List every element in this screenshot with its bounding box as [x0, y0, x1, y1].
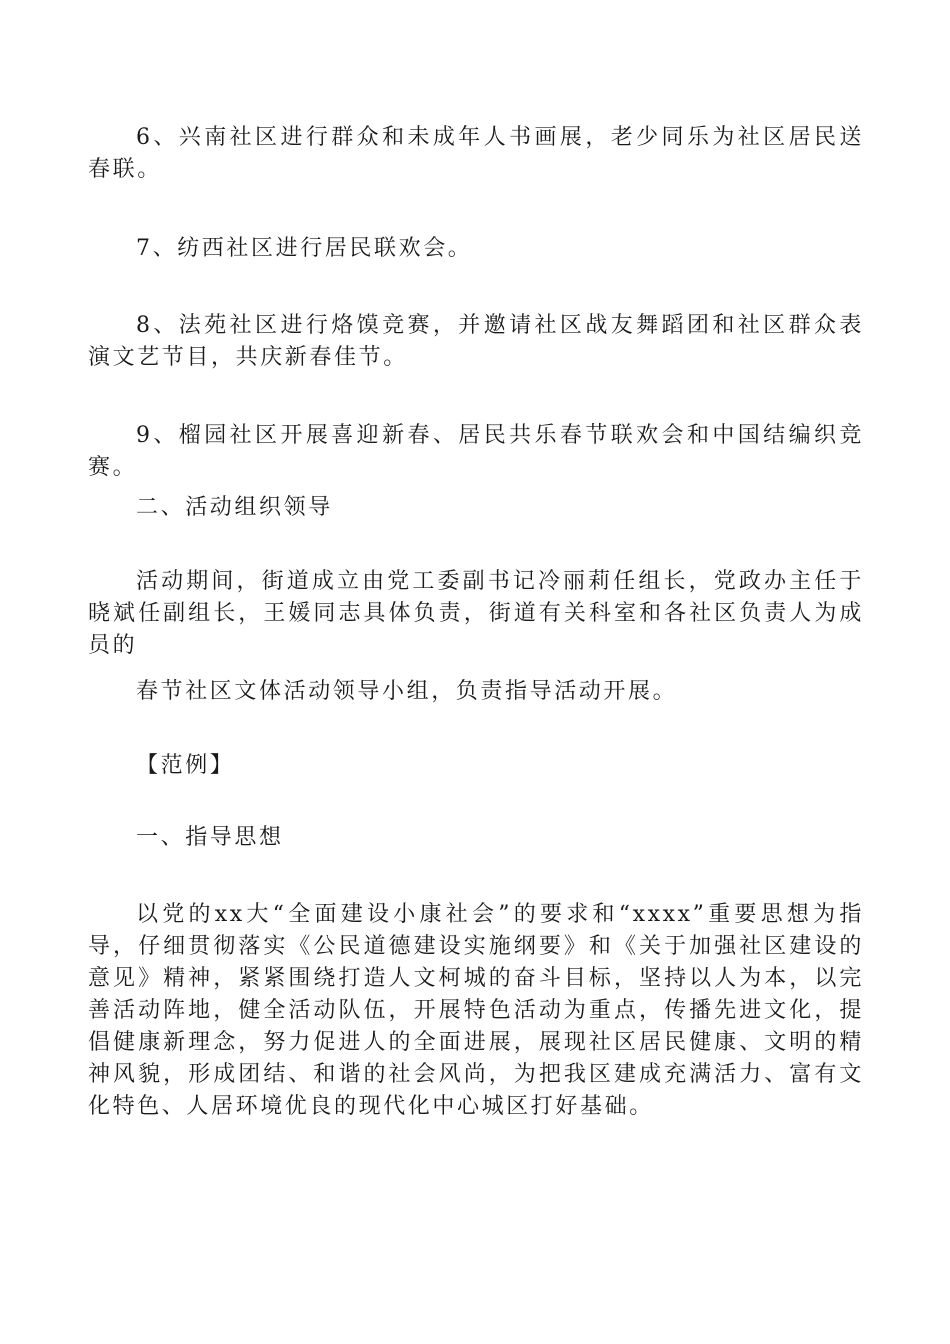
- paragraph-organization: 活动期间，街道成立由党工委副书记冷丽莉任组长，党政办主任于晓斌任副组长，王媛同志具体负责，街道有关科室和各社区负责人为成员的: [88, 569, 864, 658]
- paragraph-organization-continued: 春节社区文体活动领导小组，负责指导活动开展。: [136, 679, 678, 704]
- paragraph-item-8: 8、法苑社区进行烙馍竞赛，并邀请社区战友舞蹈团和社区群众表演文艺节目，共庆新春佳节。: [88, 313, 864, 370]
- section-heading-guiding-ideology: 一、指导思想: [136, 825, 284, 850]
- example-label: 【范例】: [136, 753, 235, 778]
- paragraph-guiding-ideology: 以党的xx大“全面建设小康社会”的要求和“xxxx”重要思想为指导，仔细贯彻落实《公民道德建设实施纲要》和《关于加强社区建设的意见》精神，紧紧围绕打造人文柯城的奋斗目标，坚持以人为本，以完善活动阵地，健全活动队伍，开展特色活动为重点，传播先进文化，提倡健康新理念，努力促进人的全面进展，展现社区居民健康、文明的精神风貌，形成团结、和谐的社会风尚，为把我区建成充满活力、富有文化特色、人居环境优良的现代化中心城区打好基础。: [88, 902, 864, 1119]
- paragraph-item-7: 7、纺西社区进行居民联欢会。: [136, 236, 473, 261]
- paragraph-item-6: 6、兴南社区进行群众和未成年人书画展，老少同乐为社区居民送春联。: [88, 125, 864, 182]
- paragraph-item-9: 9、榴园社区开展喜迎新春、居民共乐春节联欢会和中国结编织竞赛。: [88, 423, 864, 480]
- section-heading-organization: 二、活动组织领导: [136, 495, 333, 520]
